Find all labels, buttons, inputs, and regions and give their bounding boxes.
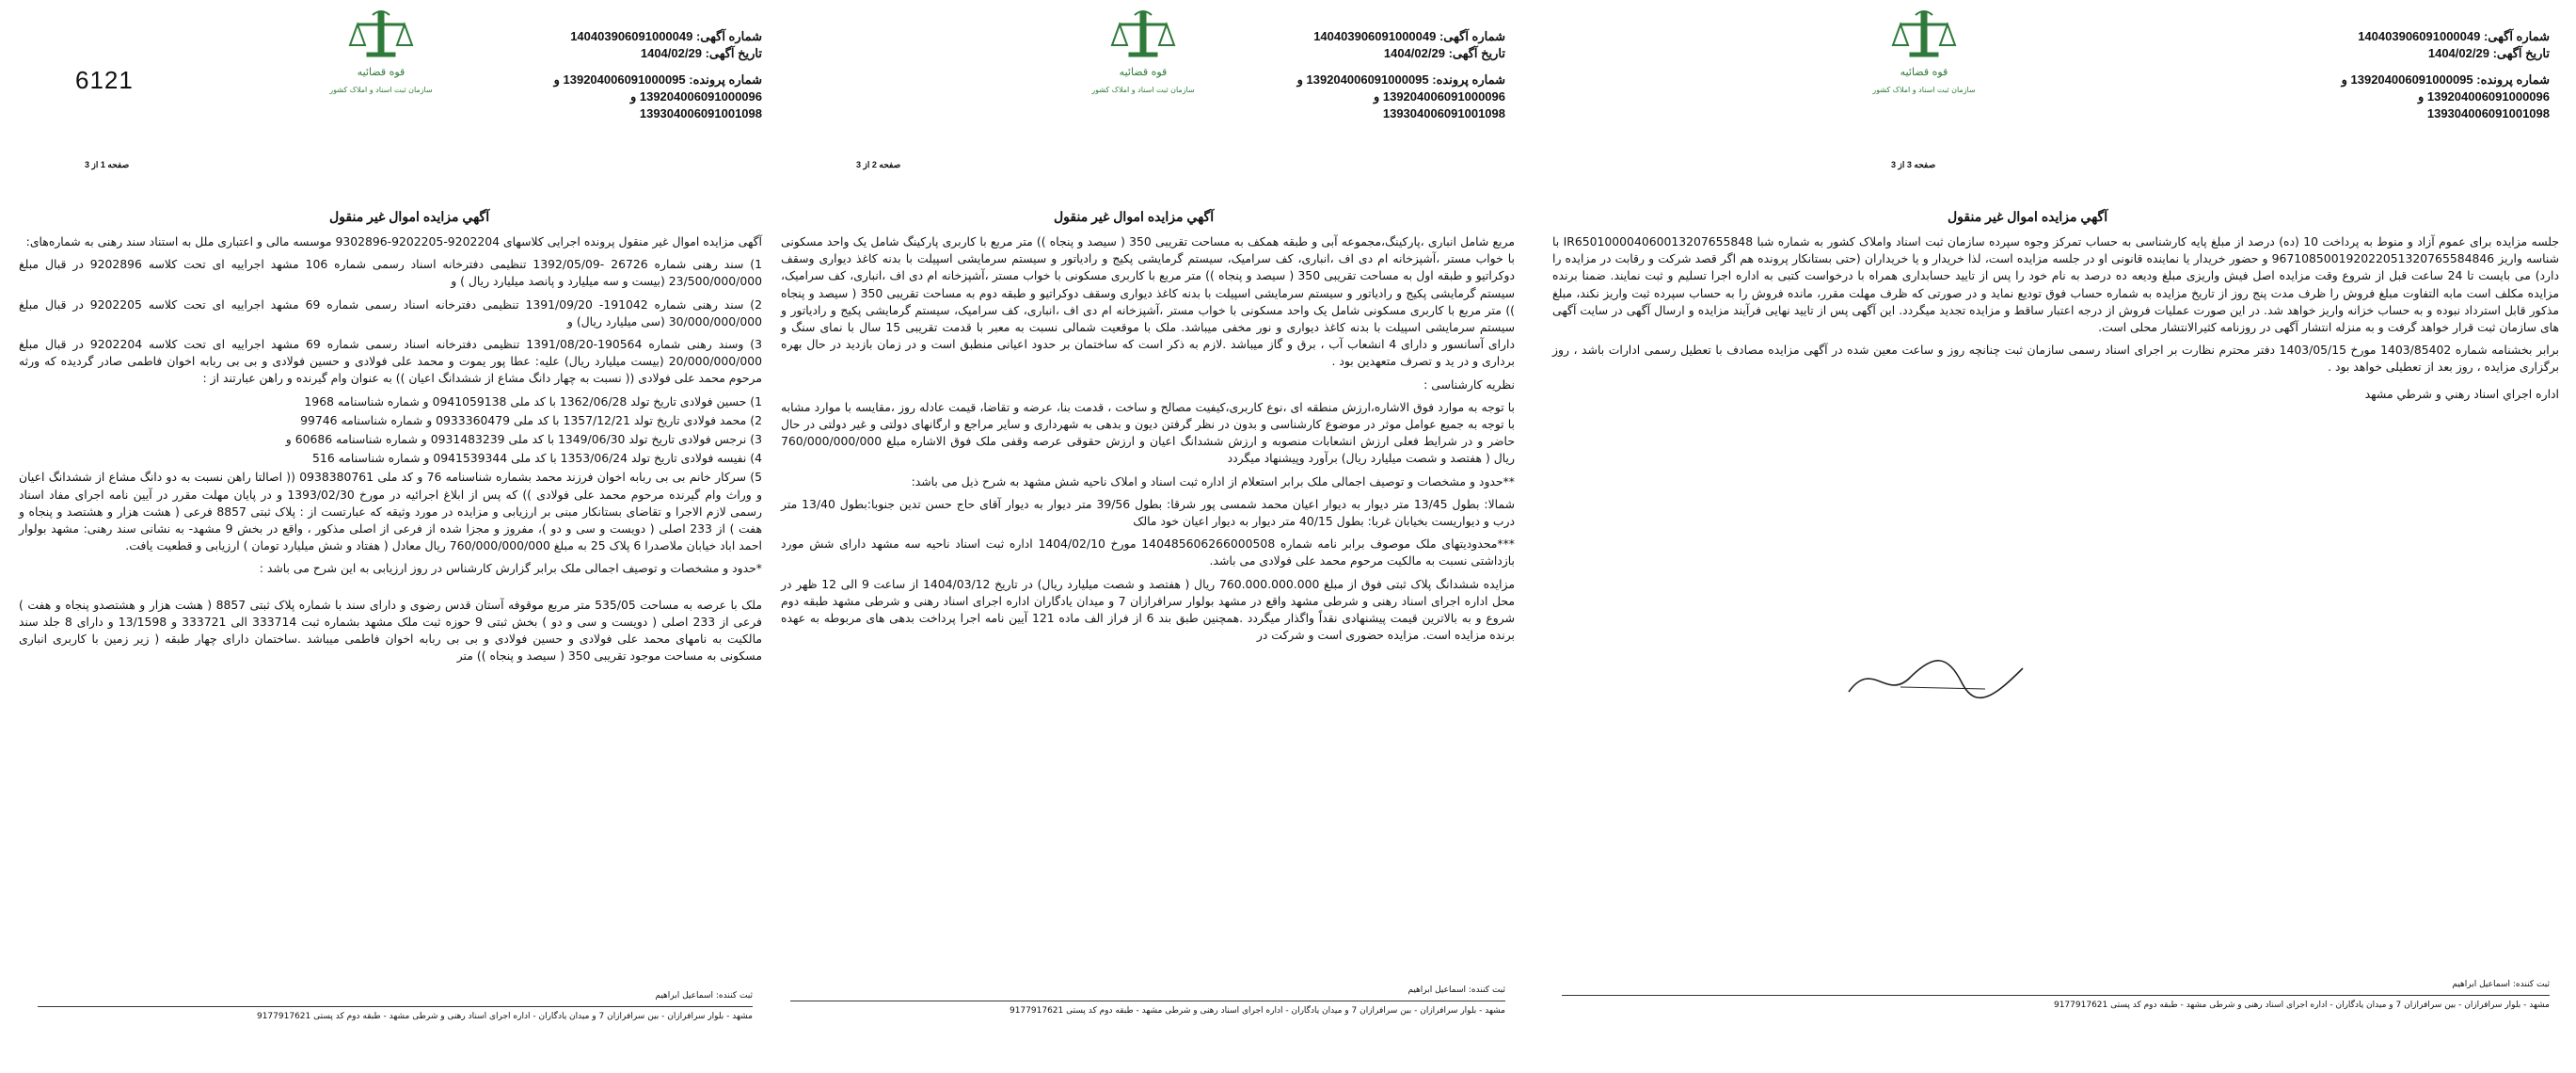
footer-phone: 9177917621: [2053, 1001, 2108, 1010]
column-left: [19, 0, 762, 1073]
middle-para-7: مزایده ششدانگ پلاک ثبتی فوق از مبلغ 760.000.000.000 ریال ( هفتصد و شصت میلیارد ریال) در تاریخ 1404/03/12 از ساعت 9 الی 12 ظهر در محل اداره اجرای اسناد رهنی و شرطی مشهد واقع در مشهد بولوار سرافرازان 7 و میدان یادگاران اداره اجرای اسناد رهنی و شرطی مشهد طبقه دوم شروع و به بالاترین قیمت پیشنهادی نقداً واگذار میگردد .همچنین طبق بند 6 از فراز الف ماده 121 آیین نامه اجرا پرداخت بدهی های مربوطه به عهده برنده مزایده است. مزایده حضوری است و شرکت در: [781, 576, 1515, 643]
svg-text:سازمان ثبت اسناد و املاک کشور: سازمان ثبت اسناد و املاک کشور: [1091, 86, 1195, 94]
page-label-2: صفحه 2 از 3: [856, 160, 901, 169]
section-title-left: آگهي مزايده اموال غير منقول: [329, 209, 490, 224]
page-label-1: صفحه 1 از 3: [85, 160, 130, 169]
page-number: 6121: [75, 66, 134, 94]
registrar-label: ثبت کننده:: [2512, 980, 2550, 989]
column-right: [1543, 0, 2568, 1073]
file-no-label: شماره پرونده:: [2476, 72, 2550, 87]
notice-no: 140403906091000049: [2358, 29, 2481, 43]
file-no-3: 139304006091001098: [2426, 106, 2550, 120]
footer-rule: [1562, 995, 2550, 996]
left-body: [19, 233, 762, 670]
middle-para-6: ***محدودیتهای ملک موصوف برابر نامه شماره 140485606266000508 مورخ 1404/02/10 اداره ثبت اسناد ناحیه سه مشهد دارای شش مورد بازداشتی نسبت به مالکیت مرحوم محمد علی فولادی می باشد.: [781, 536, 1515, 569]
middle-para-3: با توجه به موارد فوق الاشاره،ارزش منطقه ای ،نوع کاربری،کیفیت مصالح و ساخت ، قدمت بنا، عرضه و تقاضا، قیمت عادله روز ،مقایسه با موارد مشابه با توجه به جمیع عوامل موثر در موضوع کارشناسی و بدون در نظر گرفتن دیون و بدهی به شهرداری و سایر مراجع و ارگانهای دولتی و غیر دولتی در حال حاضر و در شرایط فعلی ارزش انشعابات منصوبه و ارزش ششدانگ اعیان و ارزش حقوقی عرصه وقفی ملک فوق الاشاره مبلغ 760/000/000/000 ریال ( هفتصد و شصت میلیارد ریال) برآورد وپیشنهاد میگردد: [781, 399, 1515, 466]
left-intro: آگهی مزایده اموال غیر منقول پرونده اجرایی کلاسهای 9202204-9202205-9302896 موسسه مالی و اعتباری ملل به استناد سند رهنی به شماره‌های:: [25, 234, 762, 248]
left-heir-1: 1) حسین فولادی تاریخ تولد 1362/06/28 با کد ملی 0941059138 و شماره شناسنامه 1968: [304, 393, 762, 408]
left-heir-4: 4) نفیسه فولادی تاریخ تولد 1353/06/24 با کد ملی 0941539344 و شماره شناسنامه 516: [312, 451, 762, 466]
notice-date: 1404/02/29: [2427, 46, 2489, 60]
right-body: [1552, 233, 2559, 408]
middle-para-4: **حدود و مشخصات و توصیف اجمالی ملک برابر استعلام از اداره ثبت اسناد و املاک ناحیه شش مشهد به شرح ذیل می باشد:: [911, 473, 1515, 488]
left-heir-2: 2) محمد فولادی تاریخ تولد 1357/12/21 با کد ملی 0933360479 و شماره شناسنامه 99746: [300, 412, 762, 427]
emblem-text-bottom: سازمان ثبت اسناد و املاک کشور: [1872, 86, 1976, 94]
section-title-middle: آگهي مزايده اموال غير منقول: [1054, 209, 1215, 224]
emblem-icon: [1091, 8, 1195, 102]
footer-address: مشهد - بلوار سرافرازان - بین سرافرازان 7 و میدان یادگاران - اداره اجرای اسناد رهنی و شرطی مشهد - طبقه دوم کد پستی: [2110, 1001, 2550, 1010]
notice-date-label: تاریخ آگهی:: [2492, 46, 2550, 60]
svg-text:قوه قضائیه: قوه قضائیه: [1119, 66, 1168, 78]
header-meta-2: شماره آگهی: 140403906091000049 تاریخ آگهی: 1404/02/29 شماره پرونده: 139204006091000095 و 139204006091000096 و 139304006091001098: [1296, 29, 1505, 120]
registrar-name: اسماعیل ابراهیم: [2452, 980, 2511, 989]
section-title-right: آگهي مزايده اموال غير منقول: [1948, 209, 2108, 224]
page-label-3: صفحه 3 از 3: [1891, 160, 1936, 169]
footer-left: ثبت کننده: اسماعیل ابراهیم مشهد - بلوار سرافرازان - بین سرافرازان 7 و میدان یادگاران - اداره اجرای اسناد رهنی و شرطی مشهد - طبقه دوم کد پستی 9177917621: [38, 990, 753, 1023]
footer-right: [1562, 979, 2550, 1012]
middle-body: [781, 233, 1515, 649]
middle-para-2: نظریه کارشناسی :: [1423, 376, 1515, 392]
left-boundaries-note: *حدود و مشخصات و توصیف اجمالی ملک برابر گزارش کارشناس در روز ارزیابی به این شرح می باشد :: [259, 561, 762, 576]
file-no-2: 139204006091000096 و: [2417, 89, 2550, 104]
emblem-text-top: قوه قضائیه: [1900, 66, 1948, 78]
right-signoff: اداره اجراي اسناد رهني و شرطي مشهد: [2364, 386, 2559, 401]
file-no-1: 139204006091000095 و: [2341, 72, 2473, 87]
middle-para-5: شمالا: بطول 13/45 متر دیوار به دیوار اعیان محمد شمسی پور شرقا: بطول 39/56 متر دیوار به دیوار آقای حاج حسن تدین جنوبا:بطول 13/40 متر درب و دیواریست بخیابان غربا: بطول 40/15 متر دیوار به دیوار اعیان خود مالک: [781, 496, 1515, 529]
left-item-2: 2) سند رهنی شماره 191042- 1391/09/20 تنظیمی دفترخانه اسناد رسمی شماره 69 مشهد اجراییه ای تحت کلاسه 9202205 در قبال مبلغ 30/000/000/000 (سی میلیارد ریال) و: [19, 296, 762, 328]
svg-text:قوه قضائیه: قوه قضائیه: [357, 66, 405, 78]
header-meta: [2342, 28, 2550, 122]
right-para-1: جلسه مزایده برای عموم آزاد و منوط به پرداخت 10 (ده) درصد از مبلغ پایه کارشناسی به حساب تمرکز وجوه سپرده سازمان ثبت اسناد واملاک کشور به شماره شبا IR650100004060013207655848 با شناسه واریز 967108500192022051320765584846 و حضور خریدار یا نماینده قانونی او در جلسه مزایده است، لذا خریدار و یا خریداران (حتی بستانکار پرونده هم اگر قصد شرکت و رقابت در مزایده را دارد) می بایست تا 24 ساعت قبل از شروع وقت مزایده اصل فیش واریزی مبلغ ودیعه ده درصد به نام خود را پس از تایید حسابداری همراه با درخواست کتبی به اداره اجرا تسلیم و ثبت نمایند. ضمنا برنده مزایده مکلف است مابه التفاوت مبلغ فروش را ظرف مدت پنج روز از تاریخ مزایده به شماره حساب فوق تودیع نماید و در صورتی که ظرف مهلت مقرر، مانده فروش را به حساب سپرده ثبت واریز نکند، مبلغ مذکور قابل استرداد نبوده و به حساب خزانه واریز خواهد شد. در این صورت عملیات فروش از درجه اعتبار ساقط و مزایده تجدید میگردد. این آگهی پس از تایید نهایی فرآیند مزایده و ارسال آگهی در سایت آگهی های سازمان ثبت قرار خواهد گرفت و به منزله انتشار آگهی در روزنامه کثیرالانتشار محلی است.: [1552, 234, 2560, 335]
column-middle: [771, 0, 1524, 1073]
signature-icon: [1844, 649, 2032, 710]
left-property: ملک با عرصه به مساحت 535/05 متر مربع موقوفه آستان قدس رضوی و دارای سند با شماره پلاک ثبتی 8857 ( هشت هزار و هشتصدو پنجاه و هفت ) فرعی از 233 اصلی ( دویست و سی و دو ) بخش ثبتی 9 حوزه ثبت ملک مشهد بشماره ثبت 333714 الی 333721 و 13/1598 و دارای 8 جلد سند مالکیت به نامهای محمد علی فولادی و حسین فولادی و بی بی ربابه اخوان فاطمی میباشد .ساختمان دارای چهار طبقه ( زیر زمین با کاربری انباری مسکونی به مساحت موجود تقریبی 350 ( سیصد و پنجاه )) متر: [19, 597, 762, 664]
left-heir-3: 3) نرجس فولادی تاریخ تولد 1349/06/30 با کد ملی 0931483239 و شماره شناسنامه 60686 و: [285, 432, 762, 447]
svg-text:سازمان ثبت اسناد و املاک کشور: سازمان ثبت اسناد و املاک کشور: [329, 86, 433, 94]
left-item-3: 3) وسند رهنی شماره 190564-1391/08/20 تنظیمی دفترخانه اسناد رسمی شماره 69 مشهد اجراییه ای تحت کلاسه 9202204 در قبال مبلغ 20/000/000/000 (بیست میلیارد ریال) علیه: عطا پور یموت و محمد علی فولادی و حسین فولادی و بی بی ربابه اخوان فاطمی صادر گردیده که ورثه مرحوم محمد علی فولادی (( نسبت به چهار دانگ مشاع از ششدانگ اعیان )) به عنوان وام گیرنده و راهن عبارتند از :: [19, 337, 763, 386]
right-para-2: برابر بخشنامه شماره 1403/85402 مورخ 1403/05/15 دفتر محترم نظارت بر اجرای اسناد رسمی سازمان ثبت چنانچه روز و ساعت معین شده در آگهی مزایده مصادف با تعطیل رسمی ادارات باشد ، روز برگزاری مزایده ، روز بعد از تعطیلی خواهد بود .: [1552, 343, 2559, 375]
left-heir-5: 5) سرکار خانم بی بی ربابه اخوان فرزند محمد بشماره شناسنامه 76 و کد ملی 0938380761 (( اصالتا راهن نسبت به دو دانگ مشاع از ششدانگ اعیان و وراث وام گیرنده مرحوم محمد علی فولادی )) که پس از ابلاغ اجرائیه در مورخ 1393/02/30 و در پایان مهلت مقرر در آیین نامه اجرای مفاد اسناد رسمی لازم الاجرا و تقاضای بستانکار مبنی بر ارزیابی و مزایده در مورد وثیقه که عبارتست از : پلاک ثبتی 8857 فرعی ( هشت هزار و هشتصد و پنجاه و هفت ) از 233 اصلی ( دویست و سی و دو )، مفروز و مجزا شده از فرعی از اصلی مذکور ، واقع در بخش 9 مشهد- به نشانی سند رهنی: مشهد بولوار احمد اباد خیابان ملاصدرا 6 پلاک 25 به مبلغ 760/000/000/000 ریال معادل ( هفتاد و شش میلیارد تومان ) ارزیابی و قطعیت یافت.: [19, 470, 763, 553]
middle-para-1: مربع شامل انباری ،پارکینگ،مجموعه آبی و طبقه همکف به مساحت تقریبی 350 ( سیصد و پنجاه )) متر مربع با کاربری پارکینگ شامل یک واحد مسکونی با خواب مستر ،آشپزخانه ام دی اف ،انباری، کف سرامیک، سیستم گرمایشی پکیج و رادیاتور و سیستم سرمایشی اسپیلت با بدنه کاغذ دیواری وسقف دوکراتیو و طبقه اول به مساحت تقریبی 350 ( سیصد و پنجاه )) متر مربع با کاربری مسکونی با خواب مستر ،آشپزخانه ام دی اف ،انباری، کف سرامیک، سیستم گرمایشی پکیج و رادیاتور و سیستم سرمایشی اسپیلت با بدنه کاغذ دیواری وسقف دوکراتیو و طبقه دوم به مساحت تقریبی 350 ( سیصد و پنجاه )) متر مربع با کاربری مسکونی شامل یک واحد مسکونی با خواب مستر ،آشپزخانه ام دی اف ،انباری، کف سرامیک، سیستم گرمایشی پکیج و رادیاتور و سیستم سرمایشی اسپیلت با بدنه کاغذ دیواری و نور مخفی میباشد. ملک با موقعیت شمالی نسبت به معبر با قدمت تقریبی 15 سال با نمای سنگ و دارای آسانسور و دارای 4 انشعاب آب ، برق و گاز میباشد .لازم به ذکر است که ساختمان بر حدود اعیانی منطبق است و در زمان بازدید در حال بهره برداری و در ید و تصرف متعهدین بود .: [781, 234, 1516, 369]
notice-no-label: شماره آگهی:: [2483, 29, 2550, 43]
footer-middle: ثبت کننده: اسماعیل ابراهیم مشهد - بلوار سرافرازان - بین سرافرازان 7 و میدان یادگاران - اداره اجرای اسناد رهنی و شرطی مشهد - طبقه دوم کد پستی 9177917621: [790, 985, 1505, 1017]
emblem-icon: [1872, 8, 1976, 102]
emblem-icon: [329, 8, 433, 102]
left-item-1: 1) سند رهنی شماره 26726 -1392/05/09 تنظیمی دفترخانه اسناد رسمی شماره 106 مشهد اجراییه ای تحت کلاسه 9202896 در قبال مبلغ 23/500/000/000 (بیست و سه میلیارد و پانصد میلیارد ریال ) و: [19, 257, 762, 289]
header-meta-1: شماره آگهی: 140403906091000049 تاریخ آگهی: 1404/02/29 شماره پرونده: 139204006091000095 و 139204006091000096 و 139304006091001098: [553, 29, 762, 120]
